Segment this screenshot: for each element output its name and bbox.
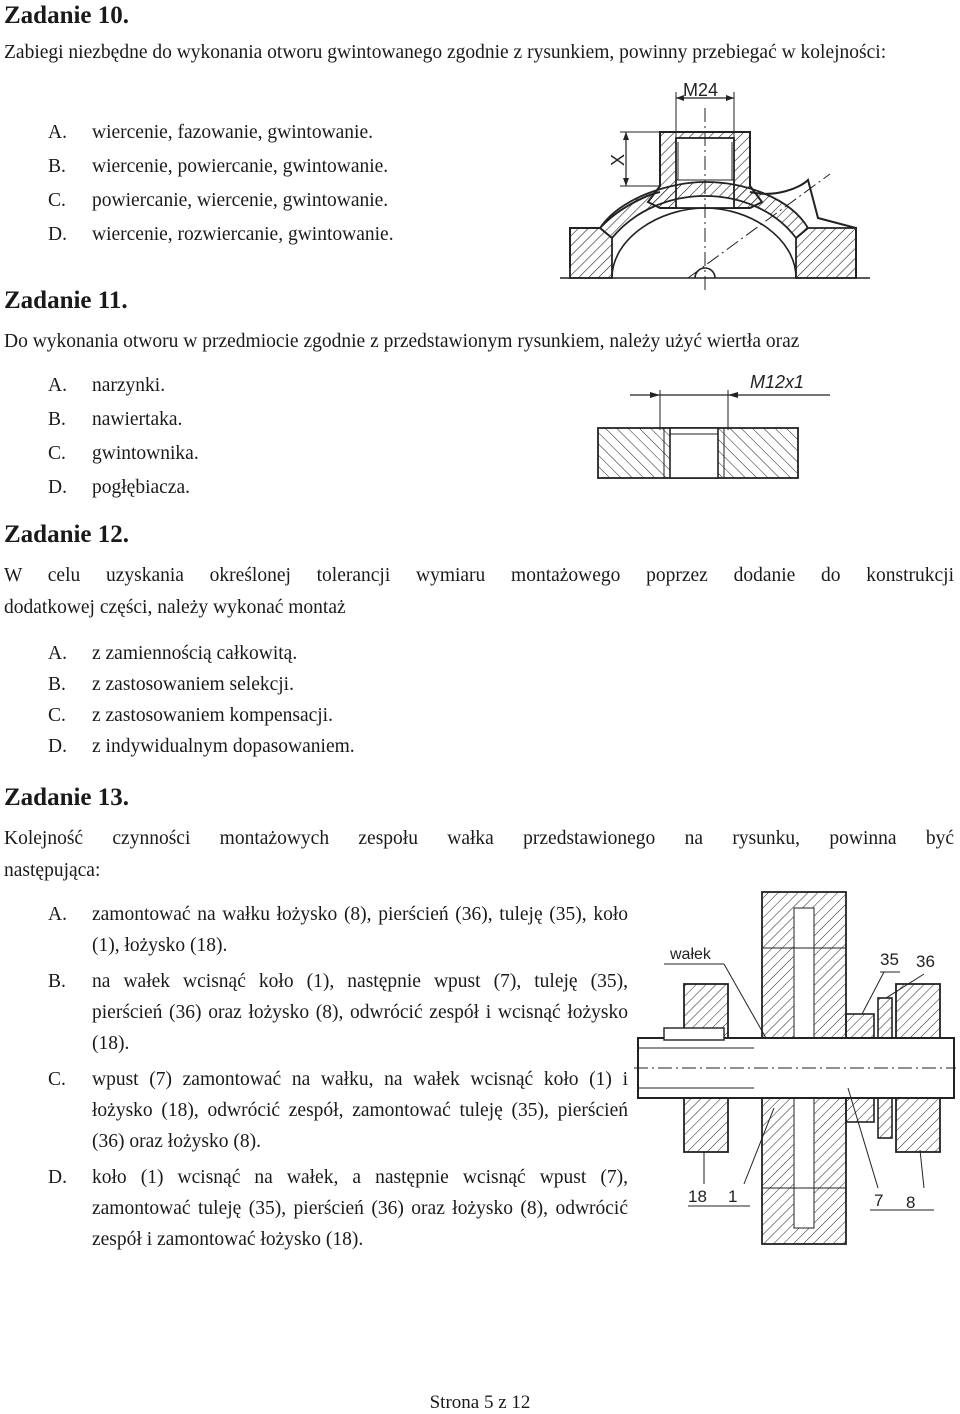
task-10-option-c[interactable] — [48, 185, 548, 217]
option-text: wiercenie, rozwiercanie, gwintowanie. — [92, 224, 394, 245]
part-label-35: 35 — [880, 950, 899, 969]
option-text: gwintownika. — [92, 443, 199, 464]
task-12-question-line-1: W celu uzyskania określonej tolerancji wymiaru montażowego poprzez dodanie do konstrukcji — [4, 565, 954, 586]
part-label-36: 36 — [916, 952, 935, 971]
option-letter: C. — [48, 190, 66, 211]
task-11-drawing — [590, 368, 830, 488]
option-letter: D. — [48, 477, 67, 498]
task-11-option-c[interactable] — [48, 438, 548, 470]
task-10-drawing — [560, 78, 870, 296]
option-letter: C. — [48, 705, 66, 726]
option-text: z indywidualnym dopasowaniem. — [92, 736, 355, 757]
option-letter: A. — [48, 122, 67, 143]
option-letter: C. — [48, 1069, 66, 1090]
task-10-question: Zabiegi niezbędne do wykonania otworu gwintowanego zgodnie z rysunkiem, powinny przebiegać w kolejności: — [4, 42, 887, 63]
option-letter: B. — [48, 409, 66, 430]
option-letter: D. — [48, 1167, 67, 1188]
task-10-heading: Zadanie 10. — [4, 2, 130, 29]
option-text: koło (1) wcisnąć na wałek, a następnie wcisnąć wpust (7), zamontować tuleję (35), pierścień (36) oraz łożysko (8), odwrócić zespół i zamontować łożysko (18). — [92, 1167, 628, 1250]
task-12-heading: Zadanie 12. — [4, 521, 130, 548]
task-12-option-d[interactable] — [48, 731, 548, 763]
task-11-options — [48, 370, 548, 500]
task-13-option-c[interactable] — [48, 1064, 628, 1158]
task-12-option-a[interactable] — [48, 638, 548, 670]
task-10-option-b[interactable] — [48, 151, 548, 183]
dimension-label-x: X — [608, 153, 628, 166]
page-number: Strona 5 z 12 — [429, 1392, 531, 1413]
option-text: powiercanie, wiercenie, gwintowanie. — [92, 190, 389, 211]
task-13-question-line-2: następująca: — [4, 860, 101, 881]
task-12-option-b[interactable] — [48, 669, 548, 701]
task-12-options — [48, 638, 548, 768]
task-13-option-b[interactable] — [48, 966, 628, 1060]
option-letter: A. — [48, 375, 67, 396]
task-11-heading: Zadanie 11. — [4, 287, 128, 314]
option-text: zamontować na wałku łożysko (8), pierścień (36), tuleję (35), koło (1), łożysko (18). — [92, 904, 628, 956]
part-label-7: 7 — [874, 1191, 884, 1210]
option-letter: A. — [48, 904, 67, 925]
option-text: wiercenie, fazowanie, gwintowanie. — [92, 122, 373, 143]
task-13-question-line-1: Kolejność czynności montażowych zespołu wałka przedstawionego na rysunku, powinna być — [4, 828, 954, 849]
option-text: z zastosowaniem kompensacji. — [92, 705, 333, 726]
option-text: narzynki. — [92, 375, 166, 396]
task-13-option-d[interactable] — [48, 1162, 628, 1256]
task-12-option-c[interactable] — [48, 700, 548, 732]
option-text: nawiertaka. — [92, 409, 183, 430]
option-letter: B. — [48, 674, 66, 695]
task-13-option-a[interactable] — [48, 899, 628, 961]
option-text: z zamiennością całkowitą. — [92, 643, 298, 664]
task-10-option-d[interactable] — [48, 219, 548, 251]
part-label-1: 1 — [728, 1187, 738, 1206]
task-13-drawing — [634, 888, 956, 1248]
option-text: pogłębiacza. — [92, 477, 190, 498]
option-letter: D. — [48, 224, 67, 245]
option-text: wpust (7) zamontować na wałku, na wałek wcisnąć koło (1) i łożysko (18), odwrócić zespół, zamontować tuleję (35), pierścień (36) oraz łożysko (8). — [92, 1069, 628, 1152]
task-11-question: Do wykonania otworu w przedmiocie zgodnie z przedstawionym rysunkiem, należy użyć wiertła oraz — [4, 331, 800, 352]
task-13-heading: Zadanie 13. — [4, 784, 130, 811]
part-label-8: 8 — [906, 1193, 916, 1212]
option-text: z zastosowaniem selekcji. — [92, 674, 294, 695]
part-label-18: 18 — [688, 1187, 707, 1206]
option-text: na wałek wcisnąć koło (1), następnie wpust (7), tuleję (35), pierścień (36) oraz łożysko (8), odwrócić zespół i wcisnąć łożysko (18). — [92, 971, 628, 1054]
thread-label-m12x1: M12x1 — [750, 372, 805, 392]
task-11-option-a[interactable] — [48, 370, 548, 402]
option-letter: D. — [48, 736, 67, 757]
task-12-question-line-2: dodatkowej części, należy wykonać montaż — [4, 597, 346, 618]
option-letter: A. — [48, 643, 67, 664]
option-letter: B. — [48, 971, 66, 992]
task-11-option-d[interactable] — [48, 472, 548, 504]
thread-label-m24: M24 — [683, 80, 719, 100]
task-10-options — [48, 117, 548, 247]
task-10-option-a[interactable] — [48, 117, 548, 149]
shaft-label: wałek — [670, 946, 711, 963]
option-text: wiercenie, powiercanie, gwintowanie. — [92, 156, 389, 177]
task-11-option-b[interactable] — [48, 404, 548, 436]
option-letter: B. — [48, 156, 66, 177]
option-letter: C. — [48, 443, 66, 464]
